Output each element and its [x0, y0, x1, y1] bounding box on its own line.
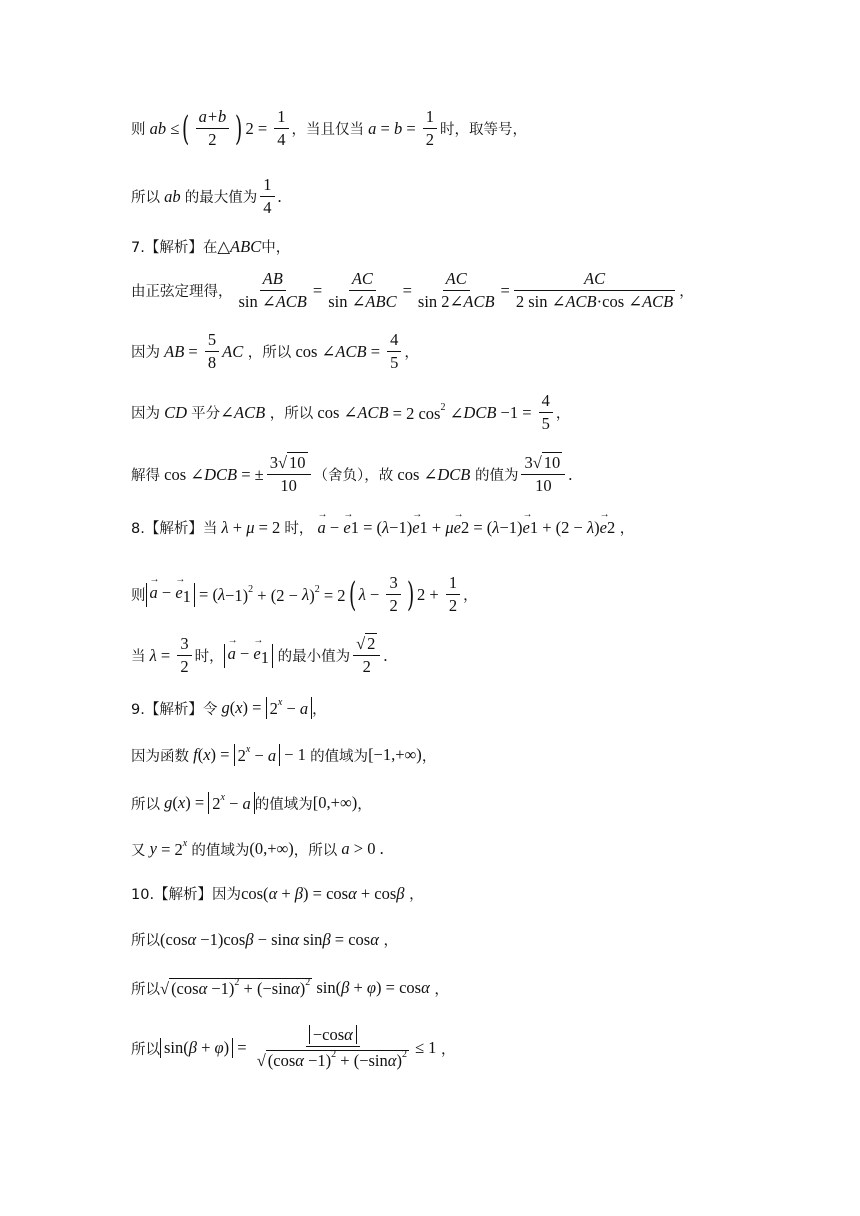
doc-line-3: 7.【解析】在 △ ABC 中，: [131, 236, 291, 256]
doc-line-8: 8.【解析】当 λ + μ = 2 时， → a − → e 1 = ( λ −1) → e 1 + μ→ e 2 = ( λ −1) → e 1 + (2 − λ ) → e 2 ，: [131, 517, 634, 538]
doc-line-14: 又 y = $2^x$ 的值域为 (0,+∞) ，所以 a > 0 .: [131, 838, 384, 859]
doc-line-6: 因为 CD 平分 ∠ ACB ，所以 cos ∠ ACB = 2 $\cos^2$ ∠ DCB −1 = $\frac{4}{5}$ ，: [131, 391, 571, 434]
doc-line-15: 10.【解析】因为 cos( α + β ) = cos α + cos β ，: [131, 883, 424, 903]
doc-line-2: 所以 ab 的最大值为 $\frac{1}{4}$ .: [131, 175, 282, 218]
doc-line-18: 所以 sin(β + φ) = $\frac{-\cos\alpha}{√ (\cos\alpha -1)^2 + (-\sin\alpha)^2}$ ≤ 1 ，: [131, 1025, 456, 1071]
doc-line-1: 则 ab ≤ ( $\frac{a+b}{2}$ ) 2 = $\frac{1}{4}$ ，当且仅当 a = b = $\frac{1}{2}$ 时，取等号，: [131, 107, 528, 150]
doc-line-9: 则 → a − → $e_1$ = ( λ −1)$^2$ + (2 − λ )$^2$ = 2 ( λ − $\frac{3}{2}$ ) 2 + $\frac{1}{2}$ ，: [131, 574, 478, 615]
doc-line-10: 当 λ = $\frac{3}{2}$ 时， → a − → $e_1$ 的最小值为 $\frac{√ 2}{2}$ .: [131, 635, 388, 676]
doc-line-16: 所以 (cos α −1)cos β − sin α sin β = cos α ，: [131, 929, 398, 949]
doc-line-5: 因为 AB = $\frac{5}{8}$ AC ，所以 cos ∠ ACB = $\frac{4}{5}$ ，: [131, 330, 419, 373]
doc-line-11: 9.【解析】令 g ( x ) = $2^x - a$ ，: [131, 697, 327, 718]
doc-line-4: 由正弦定理得， $\frac{AB}{\text{sin ∠ACB}}$ = $\frac{AC}{\text{sin ∠ABC}}$ = $\frac{AC}{\text{sin 2∠ACB}}$ = $\frac{AC}{\text{2 sin ∠ACB·cos ∠ACB}}$ ，: [131, 269, 694, 312]
doc-line-17: 所以 √ $(\cos\alpha -1)^2 + (-\sin\alpha)^2$ sin( β + φ ) = cos α ，: [131, 977, 449, 998]
doc-line-12: 因为函数 f ( x ) = $2^x - a$ − 1 的值域为 [−1,+∞) ，: [131, 744, 437, 765]
doc-line-7: 解得 cos ∠ DCB = ± $\frac{3√ 10}{10}$ （舍负），故 cos ∠ DCB 的值为 $\frac{3√ 10}{10}$ .: [131, 453, 573, 496]
doc-line-13: 所以 g ( x ) = $2^x - a$ 的值域为 [0,+∞) ，: [131, 792, 372, 813]
